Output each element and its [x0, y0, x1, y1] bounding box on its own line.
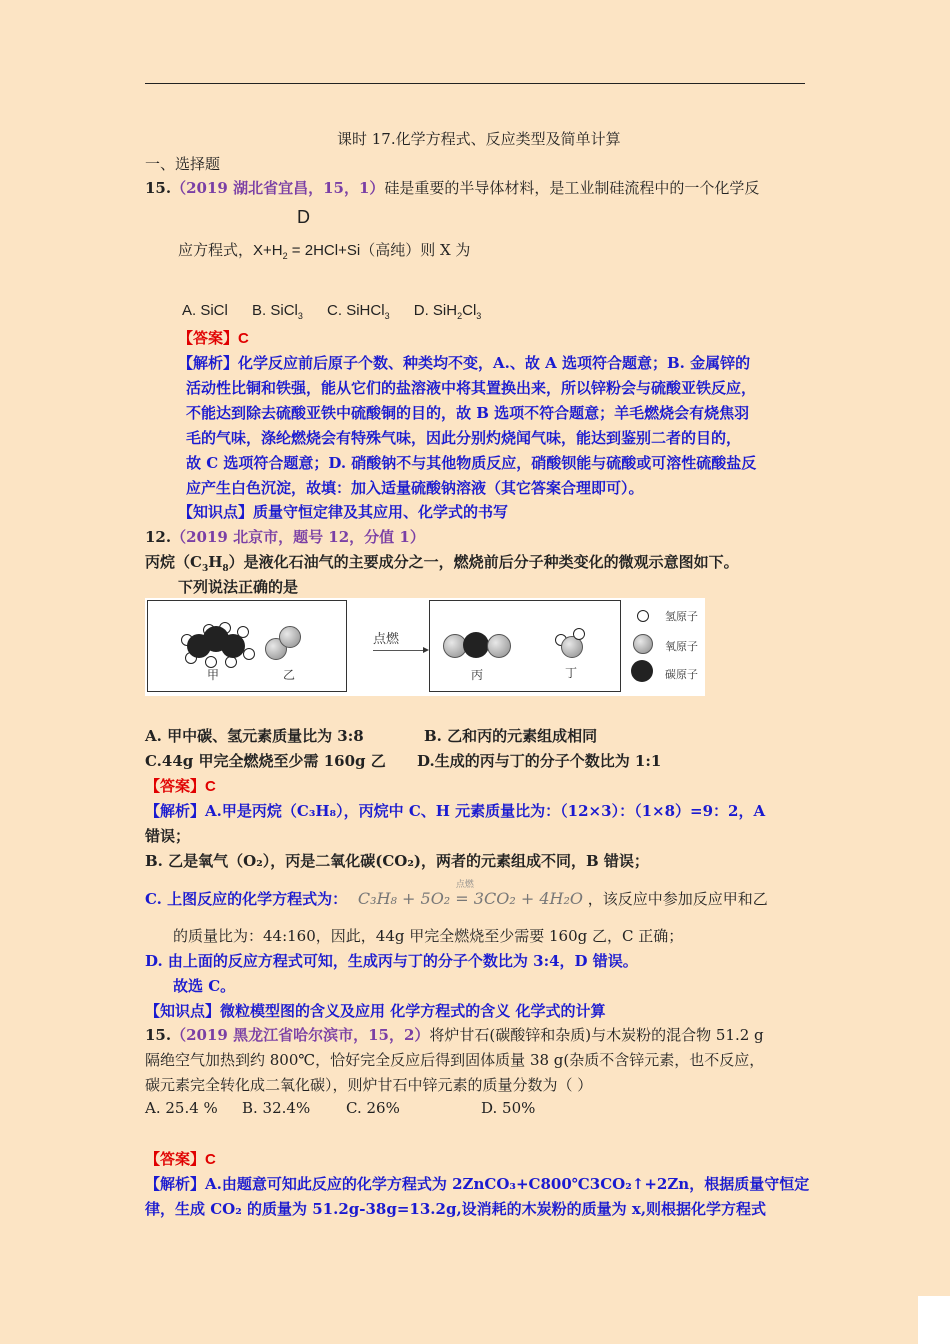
- question-3-analysis-2: 律，生成 CO₂ 的质量为 51.2g-38g=13.2g,设消耗的木炭粉的质量为 x,则根据化学方程式: [145, 1200, 767, 1218]
- reaction-diagram: [145, 598, 705, 696]
- question-2-option-c: C.44g 甲完全燃烧至少需 160g 乙: [145, 752, 386, 770]
- question-3-analysis-1: 【解析】A.由题意可知此反应的化学方程式为 2ZnCO₃+C800℃3CO₂↑+2Zn，根据质量守恒定: [145, 1175, 810, 1193]
- option-c: C. SiHCl$_3$: [327, 302, 390, 321]
- question-1-stem-a: 硅是重要的半导体材料，是工业制硅流程中的一个化学反: [384, 179, 760, 197]
- question-2-option-a: A. 甲中碳、氢元素质量比为 3:8: [145, 727, 364, 745]
- label-jia: 甲: [207, 668, 220, 682]
- header-rule: [145, 83, 805, 84]
- question-3-number: 15: [145, 1026, 166, 1044]
- analysis-line: 应产生白色沉淀，故填：加入适量硫酸钠溶液（其它答案合理即可）。: [186, 479, 644, 497]
- analysis-line: 化学反应前后原子个数、种类均不变，A.、故 A 选项符合题意；B. 金属锌的: [238, 354, 751, 372]
- question-1-stem-prefix: 应方程式，: [178, 241, 254, 259]
- question-1-stem-suffix: （高纯）则 X 为: [360, 241, 471, 259]
- question-2-answer: 【答案】C: [145, 777, 216, 795]
- analysis-line: 活动性比铜和铁强，能从它们的盐溶液中将其置换出来，所以锌粉会与硫酸亚铁反应，: [186, 379, 757, 397]
- legend-oxygen: 氧原子: [665, 640, 698, 653]
- question-1-number: 15.: [145, 179, 172, 197]
- arrow-label: 点燃: [373, 632, 400, 647]
- legend-carbon-icon: [631, 660, 653, 682]
- question-2-analysis-a2: 错误；: [145, 827, 191, 845]
- question-3-line-1: 15.（2019 黑龙江省哈尔滨市，15，2）将炉甘石(碳酸锌和杂质)与木炭粉的混合物 51.2 g: [145, 1026, 764, 1044]
- heat-condition-symbol: D: [297, 207, 310, 227]
- legend-hydrogen-icon: [637, 610, 649, 622]
- hydrogen-atom: [573, 628, 585, 640]
- section-heading: 一、选择题: [145, 155, 221, 173]
- answer-value: C: [238, 330, 249, 347]
- question-2-number: 12: [145, 528, 166, 546]
- question-3-source: （2019 黑龙江省哈尔滨市，15，2）: [171, 1026, 430, 1044]
- question-2-analysis-c: C. 上图反应的化学方程式为： 点燃 C₃H₈ + 5O₂ = 3CO₂ + 4H₂O ，该反应中参加反应甲和乙: [145, 880, 768, 908]
- question-2-stem-a: 丙烷$(C_3H_8)$是液化石油气的主要成分之一，燃烧前后分子种类变化的微观示意图如下。: [145, 553, 739, 574]
- question-2-header: 12.（2019 北京市，题号 12，分值 1）: [145, 528, 425, 546]
- label-ding: 丁: [565, 666, 578, 680]
- question-1-line-1: [145, 177, 759, 198]
- question-2-analysis-c2: 的质量比为：44:160，因此，44g 甲完全燃烧至少需要 160g 乙，C 正确；: [173, 927, 684, 945]
- reaction-arrow: [373, 650, 423, 651]
- option-d: D. $SiH_2Cl_3$: [413, 302, 482, 321]
- question-2-analysis-a: 【解析】A.甲是丙烷（C₃H₈），丙烷中 C、H 元素质量比为：（12×3）：（1×8）=9：2，A: [145, 802, 766, 820]
- question-3-line-2: 隔绝空气加热到约 800℃，恰好完全反应后得到固体质量 38 g(杂质不含锌元素，也不反应，: [145, 1051, 765, 1069]
- carbon-atom: [221, 634, 245, 658]
- label-bing: 丙: [471, 668, 484, 682]
- question-2-stem-b: 下列说法正确的是: [178, 578, 299, 596]
- question-3-option-d: D. 50%: [481, 1099, 536, 1117]
- legend-oxygen-icon: [633, 634, 653, 654]
- question-1-knowledge: 【知识点】质量守恒定律及其应用、化学式的书写: [178, 503, 509, 521]
- question-1-analysis-label: 【解析】化学反应前后原子个数、种类均不变，A.、故 A 选项符合题意；B. 金属锌的: [178, 354, 751, 372]
- question-3-answer: 【答案】C: [145, 1150, 216, 1168]
- question-1-options: [182, 302, 481, 321]
- reactants-box: [147, 600, 347, 692]
- analysis-line: 毛的气味，涤纶燃烧会有特殊气味，因此分别灼烧闻气味，能达到鉴别二者的目的，: [186, 429, 742, 447]
- oxygen-atom: [279, 626, 301, 648]
- answer-value: C: [205, 1151, 216, 1168]
- analysis-line: 不能达到除去硫酸亚铁中硫酸铜的目的，故 B 选项不符合题意；羊毛燃烧会有烧焦羽: [186, 404, 750, 422]
- question-2-analysis-d: D. 由上面的反应方程式可知，生成丙与丁的分子个数比为 3:4，D 错误。: [145, 952, 638, 970]
- carbon-atom: [463, 632, 489, 658]
- question-2-source: （2019 北京市，题号 12，分值 1）: [171, 528, 425, 546]
- question-1-equation: $X+H_2 = 2HCl+Si$: [253, 242, 361, 261]
- combustion-equation: 点燃 C₃H₈ + 5O₂ = 3CO₂ + 4H₂O: [357, 880, 583, 908]
- legend-hydrogen: 氢原子: [665, 610, 698, 623]
- question-1-line-2: [178, 239, 470, 261]
- question-1-answer: 【答案】C: [178, 329, 249, 347]
- legend-carbon: 碳原子: [665, 668, 698, 681]
- analysis-line: 故 C 选项符合题意；D. 硝酸钠不与其他物质反应，硝酸钡能与硫酸或可溶性硫酸盐反: [186, 454, 757, 472]
- question-1-source: （2019 湖北省宜昌，15，1）: [171, 179, 385, 197]
- page-title: 课时 17.化学方程式、反应类型及简单计算: [337, 130, 621, 148]
- page-corner: [918, 1296, 950, 1344]
- answer-value: C: [205, 778, 216, 795]
- label-yi: 乙: [283, 668, 296, 682]
- question-2-option-d: D.生成的丙与丁的分子个数比为 1:1: [417, 752, 662, 770]
- option-a: A. SiCl: [182, 302, 228, 319]
- question-2-option-b: B. 乙和丙的元素组成相同: [424, 727, 598, 745]
- question-3-option-b: B. 32.4%: [242, 1099, 311, 1117]
- question-2-knowledge: 【知识点】微粒模型图的含义及应用 化学方程式的含义 化学式的计算: [145, 1002, 606, 1020]
- question-2-analysis-b: B. 乙是氧气（O₂），丙是二氧化碳(CO₂)，两者的元素组成不同，B 错误；: [145, 852, 649, 870]
- question-3-option-a: A. 25.4 %: [145, 1099, 218, 1117]
- question-3-line-3: 碳元素完全转化成二氧化碳），则炉甘石中锌元素的质量分数为（ ）: [145, 1076, 593, 1094]
- question-3-option-c: C. 26%: [346, 1099, 400, 1117]
- option-b: B. SiCl$_3$: [252, 302, 303, 321]
- question-2-conclusion: 故选 C。: [173, 977, 236, 995]
- oxygen-atom: [487, 634, 511, 658]
- hydrogen-atom: [243, 648, 255, 660]
